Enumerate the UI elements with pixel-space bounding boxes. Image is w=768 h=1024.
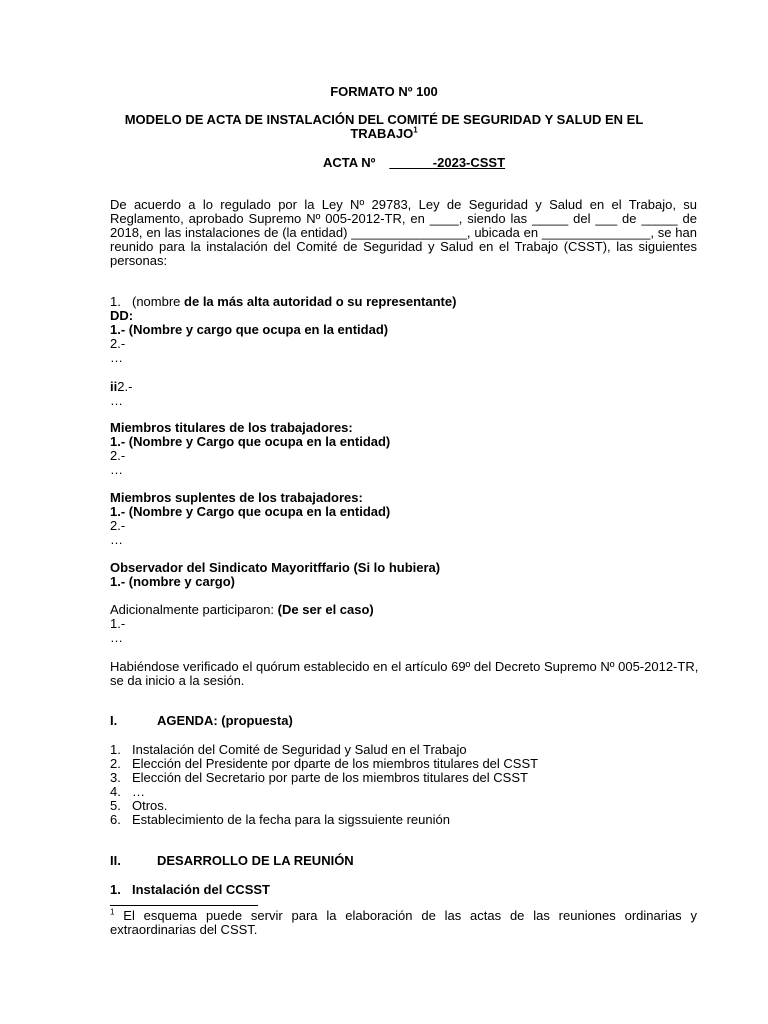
- suplentes-heading: Miembros suplentes de los trabajadores:: [110, 490, 363, 505]
- suplentes-item-1: 1.- (Nombre y Cargo que ocupa en la entidad): [110, 504, 391, 519]
- acta-number: ACTA Nº ______-2023-CSST: [323, 155, 506, 170]
- footnote-separator: [110, 905, 258, 906]
- intro-line: 2018, en las instalaciones de (la entidad) ________________, ubicada en _______________, se han: [110, 225, 697, 240]
- desarrollo-number: II.: [110, 853, 121, 868]
- footnote-line: $^1$ El esquema puede servir para la elaboración de las actas de las reuniones ordinarias y: [110, 907, 697, 923]
- titulares-item-1: 1.- (Nombre y Cargo que ocupa en la entidad): [110, 434, 391, 449]
- dd-label: DD:: [110, 308, 134, 323]
- desarrollo-heading: DESARROLLO DE LA REUNIÓN: [157, 853, 354, 868]
- ii-item: ii2.-: [110, 379, 133, 394]
- adicional-ellipsis: …: [110, 630, 123, 645]
- adicional-line: Adicionalmente participaron: (De ser el caso): [110, 602, 374, 617]
- footnote-line: extraordinarias del CSST.: [110, 922, 258, 937]
- intro-line: Reglamento, aprobado Supremo Nº 005-2012-TR, en ____, siendo las _____ del ___ de _____ de: [110, 211, 697, 226]
- intro-paragraph: [110, 198, 697, 268]
- agenda-item: 1. Instalación del Comité de Seguridad y Salud en el Trabajo: [110, 742, 467, 757]
- footnote: [110, 909, 697, 937]
- intro-line: De acuerdo a lo regulado por la Ley Nº 29783, Ley de Seguridad y Salud en el Trabajo, su: [110, 197, 697, 212]
- quorum-line-2: se da inicio a la sesión.: [110, 673, 245, 688]
- agenda-heading: AGENDA: (propuesta): [157, 713, 293, 728]
- authority-item: 1. (nombre de la más alta autoridad o su representante): [110, 294, 457, 309]
- quorum-line-1: Habiéndose verificado el quórum establecido en el artículo 69º del Decreto Supremo Nº 005-2012-TR,: [110, 659, 699, 674]
- titulares-heading: Miembros titulares de los trabajadores:: [110, 420, 353, 435]
- titulares-ellipsis: …: [110, 462, 123, 477]
- dd-item-2: 2.-: [110, 336, 126, 351]
- titulares-item-2: 2.-: [110, 448, 126, 463]
- agenda-item: 3. Elección del Secretario por parte de los miembros titulares del CSST: [110, 770, 528, 785]
- adicional-item-1: 1.-: [110, 616, 126, 631]
- agenda-number: I.: [110, 713, 118, 728]
- agenda-item: 4. …: [110, 784, 145, 799]
- dd-ellipsis: …: [110, 350, 123, 365]
- observador-heading: Observador del Sindicato Mayoritffario (Si lo hubiera): [110, 560, 441, 575]
- intro-line: reunido para la instalación del Comité de Seguridad y Salud en el Trabajo (CSST), las siguientes: [110, 239, 697, 254]
- suplentes-item-2: 2.-: [110, 518, 126, 533]
- ii-ellipsis: …: [110, 393, 123, 408]
- footnote-ref: 1: [413, 125, 418, 135]
- agenda-item: 5. Otros.: [110, 798, 168, 813]
- suplentes-ellipsis: …: [110, 532, 123, 547]
- observador-item-1: 1.- (nombre y cargo): [110, 574, 235, 589]
- title-line-1: MODELO DE ACTA DE INSTALACIÓN DEL COMITÉ DE SEGURIDAD Y SALUD EN EL: [124, 112, 644, 127]
- title-line-2: TRABAJO$^1$: [350, 125, 418, 141]
- subsection-heading: 1. Instalación del CCSST: [110, 882, 270, 897]
- dd-item-1: 1.- (Nombre y cargo que ocupa en la entidad): [110, 322, 389, 337]
- intro-line: personas:: [110, 253, 168, 268]
- agenda-item: 2. Elección del Presidente por dparte de los miembros titulares del CSST: [110, 756, 539, 771]
- formato-label: FORMATO Nº 100: [330, 84, 438, 99]
- agenda-item: 6. Establecimiento de la fecha para la sigssuiente reunión: [110, 812, 450, 827]
- footnote-mark: 1: [110, 907, 115, 917]
